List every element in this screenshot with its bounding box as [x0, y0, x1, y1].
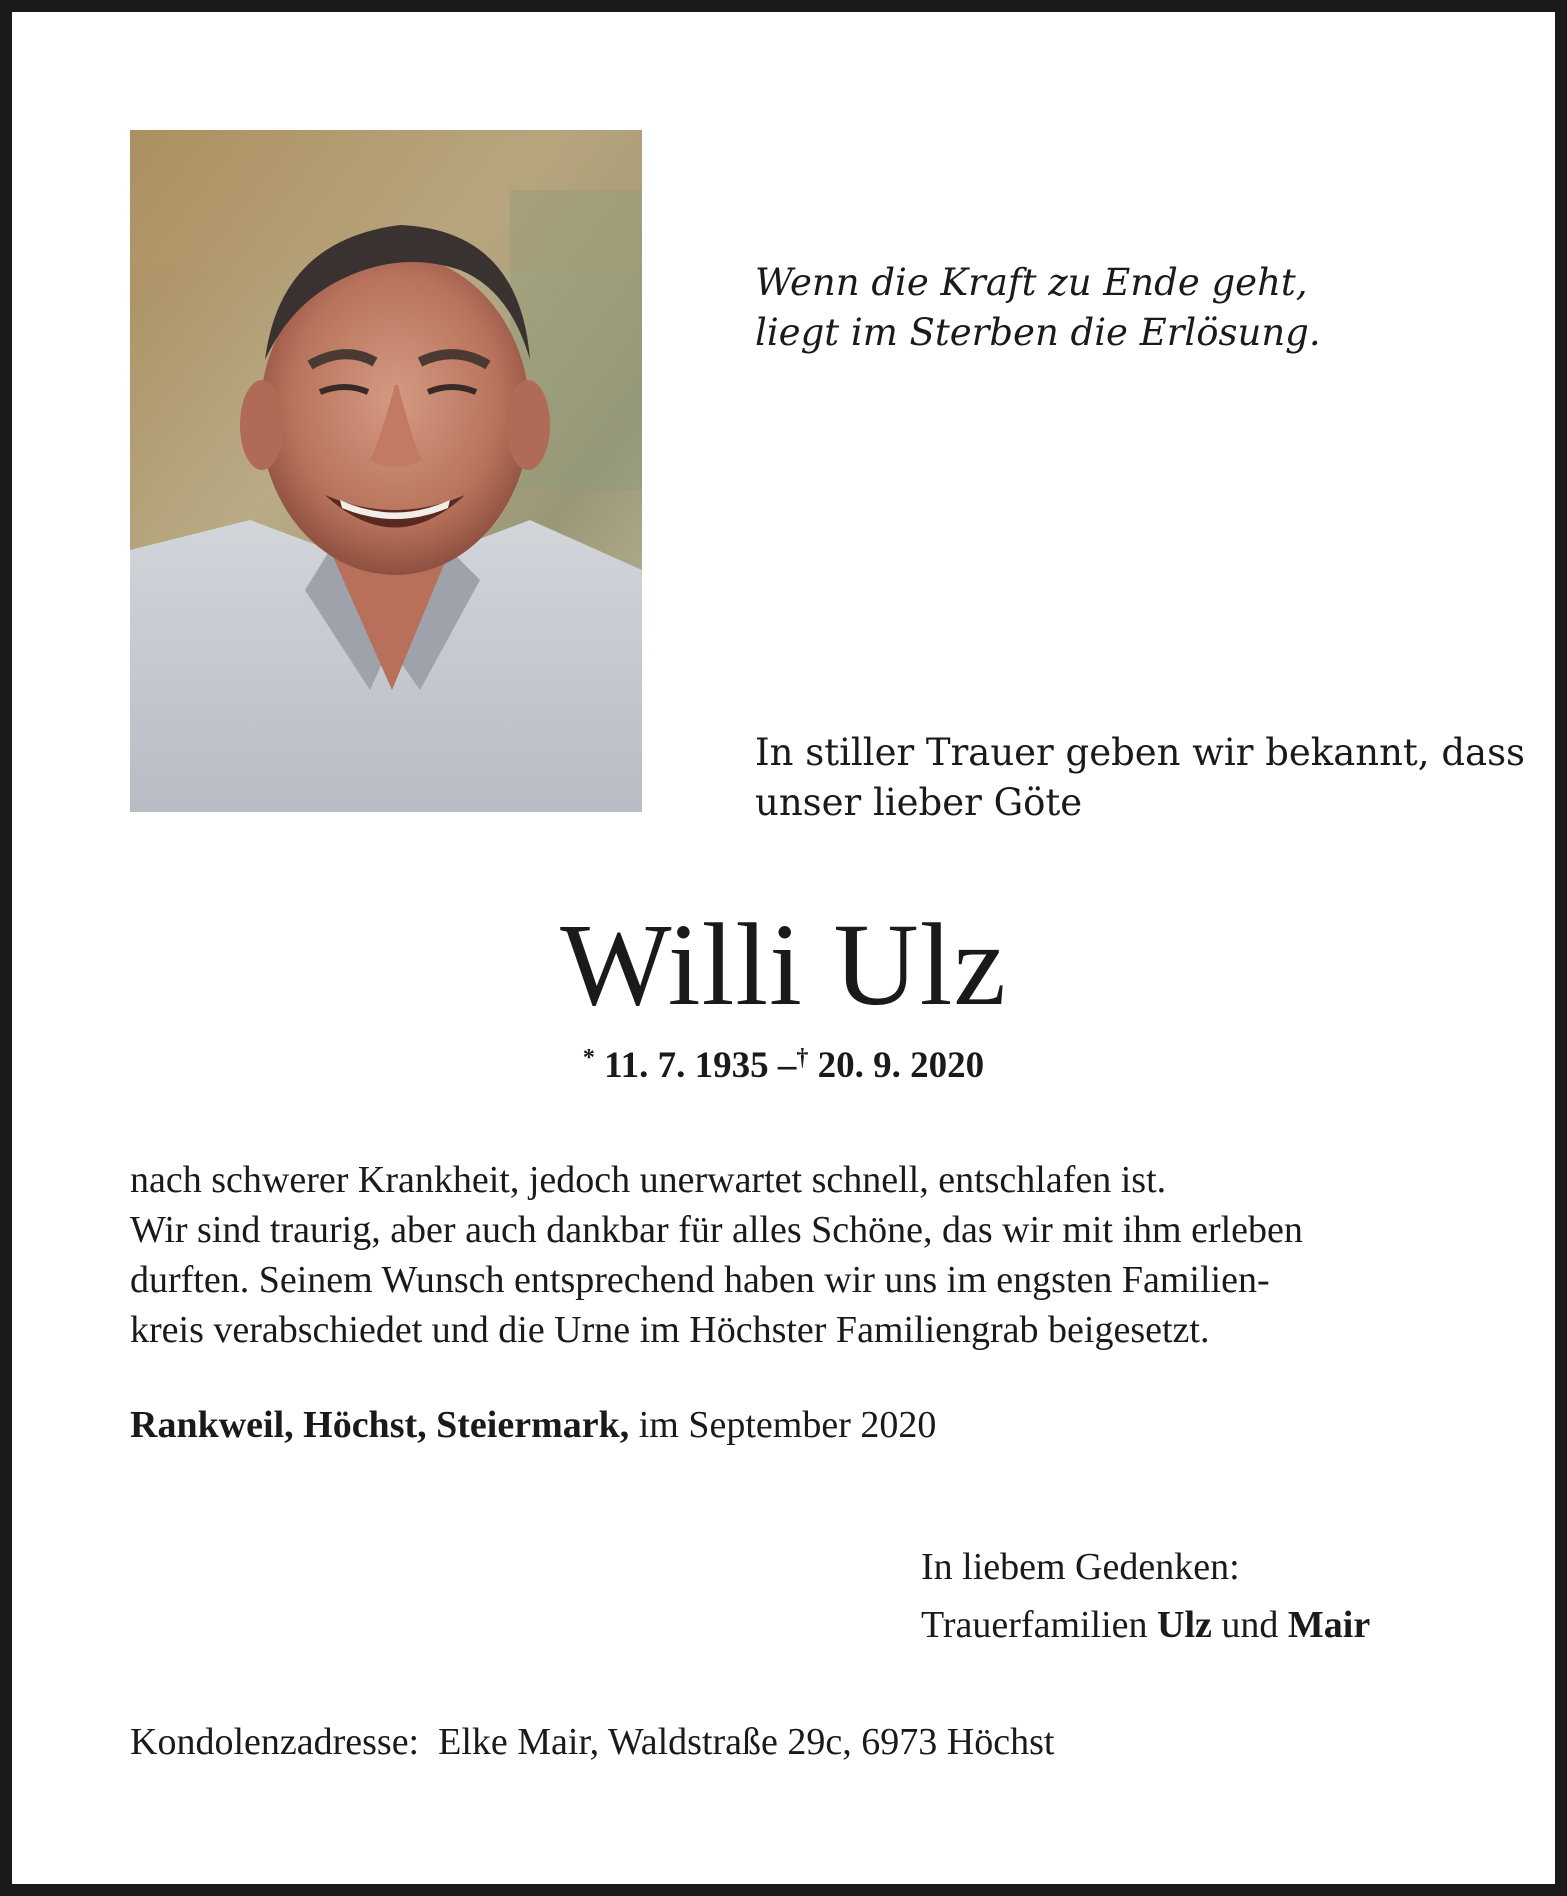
birth-date: 11. 7. 1935 — [604, 1045, 769, 1086]
body-line: durften. Seinem Wunsch entsprechend haben wir uns im engsten Familien- — [130, 1259, 1270, 1301]
body-line: Wir sind traurig, aber auch dankbar für alles Schöne, das wir mit ihm erleben — [130, 1209, 1303, 1251]
memory-line: In liebem Gedenken: — [921, 1546, 1240, 1588]
announcement-date: im September 2020 — [638, 1404, 937, 1446]
date-dash: – — [777, 1045, 797, 1086]
condolence-value: Elke Mair, Waldstraße 29c, 6973 Höchst — [438, 1721, 1055, 1763]
portrait-photo — [130, 130, 642, 812]
body-line: nach schwerer Krankheit, jedoch unerwartet schnell, entschlafen ist. — [130, 1159, 1167, 1201]
conjunction: und — [1221, 1604, 1279, 1646]
in-memory — [921, 1538, 1370, 1654]
locations: Rankweil, Höchst, Steiermark, — [130, 1404, 630, 1446]
intro-line: In stiller Trauer geben wir bekannt, dass — [755, 731, 1526, 774]
announcement-intro — [755, 728, 1526, 828]
announcement-body — [130, 1155, 1460, 1355]
body-line: kreis verabschiedet und die Urne im Höchster Familiengrab beigesetzt. — [130, 1309, 1210, 1351]
place-and-date — [130, 1400, 936, 1450]
birth-symbol: * — [582, 1045, 595, 1071]
condolence-label: Kondolenzadresse: — [130, 1721, 420, 1763]
families-prefix: Trauerfamilien — [921, 1604, 1148, 1646]
quote-line: liegt im Sterben die Erlösung. — [755, 311, 1321, 354]
deceased-name: Willi Ulz — [560, 899, 1007, 1030]
death-symbol: † — [796, 1045, 809, 1071]
intro-line: unser lieber Göte — [755, 781, 1083, 824]
families-line — [921, 1596, 1370, 1654]
family-name: Mair — [1287, 1604, 1371, 1646]
quote-line: Wenn die Kraft zu Ende geht, — [755, 261, 1308, 304]
death-date: 20. 9. 2020 — [817, 1045, 985, 1086]
family-name: Ulz — [1157, 1604, 1212, 1646]
life-dates — [0, 1033, 1567, 1091]
quote — [755, 258, 1475, 358]
condolence-address — [130, 1717, 1054, 1767]
